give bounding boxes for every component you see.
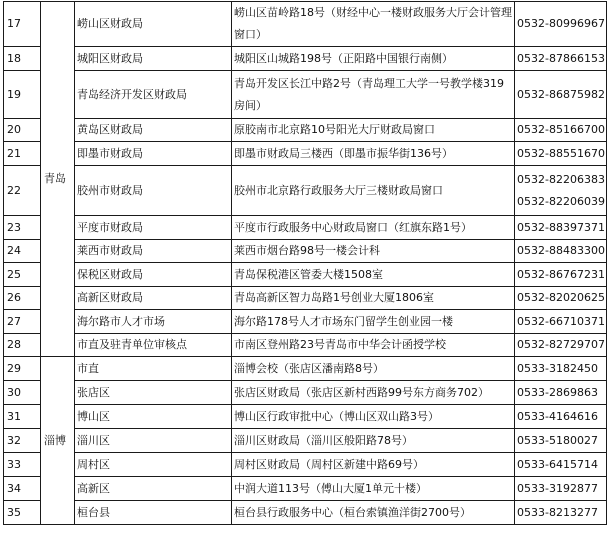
- phone-cell: [515, 405, 607, 429]
- row-number: 31: [4, 405, 41, 429]
- phone-cell: [515, 310, 607, 334]
- office-name: 市直: [75, 357, 232, 381]
- phone-cell: [515, 477, 607, 501]
- office-name: 即墨市财政局: [75, 142, 232, 166]
- table-row: [4, 142, 607, 166]
- office-name: 城阳区财政局: [75, 47, 232, 71]
- phone-cell: [515, 240, 607, 263]
- phone-cell: [515, 47, 607, 71]
- address-cell: 原胶南市北京路10号阳光大厅财政局窗口: [232, 119, 515, 142]
- row-number: 25: [4, 263, 41, 287]
- row-number: 18: [4, 47, 41, 71]
- office-name: 平度市财政局: [75, 216, 232, 240]
- phone-number: 0532-88551670: [517, 146, 605, 160]
- office-name: 海尔路市人才市场: [75, 310, 232, 334]
- phone-number: 0532-82729707: [517, 338, 605, 351]
- phone-cell: [515, 2, 607, 47]
- row-number: 24: [4, 240, 41, 263]
- address-cell: 中润大道113号（傅山大厦1单元十楼）: [232, 477, 515, 501]
- phone-number: 0533-3182450: [517, 361, 598, 375]
- phone-cell: [515, 71, 607, 119]
- table-row: [4, 71, 607, 119]
- office-name: 高新区: [75, 477, 232, 501]
- table-row: [4, 240, 607, 263]
- phone-cell: [515, 142, 607, 166]
- phone-cell: [515, 501, 607, 525]
- table-row: [4, 501, 607, 525]
- city-cell: 淄博: [41, 357, 75, 525]
- phone-cell: [515, 453, 607, 477]
- table-row: [4, 429, 607, 453]
- phone-number: 0532-85166700: [517, 123, 605, 136]
- phone-number: 0533-8213277: [517, 505, 598, 519]
- row-number: 29: [4, 357, 41, 381]
- address-cell: 崂山区苗岭路18号（财经中心一楼财政服务大厅会计管理窗口）: [232, 2, 515, 47]
- table-row: [4, 381, 607, 405]
- office-name: 崂山区财政局: [75, 2, 232, 47]
- address-cell: 张店区财政局（张店区新村西路99号东方商务702）: [232, 381, 515, 405]
- row-number: 19: [4, 71, 41, 119]
- row-number: 32: [4, 429, 41, 453]
- address-cell: 博山区行政审批中心（博山区双山路3号）: [232, 405, 515, 429]
- phone-number: 0532-88397371: [517, 220, 605, 234]
- table-row: [4, 287, 607, 310]
- row-number: 17: [4, 2, 41, 47]
- address-cell: 海尔路178号人才市场东门留学生创业园一楼: [232, 310, 515, 334]
- row-number: 23: [4, 216, 41, 240]
- city-cell: 青岛: [41, 2, 75, 357]
- phone-number: 0533-3192877: [517, 481, 598, 495]
- address-cell: 淄博会校（张店区潘南路8号）: [232, 357, 515, 381]
- row-number: 26: [4, 287, 41, 310]
- phone-cell: [515, 381, 607, 405]
- office-name: 市直及驻青单位审核点: [75, 334, 232, 357]
- row-number: 33: [4, 453, 41, 477]
- phone-number: 0532-88483300: [517, 244, 605, 257]
- contact-table: [3, 1, 607, 525]
- address-cell: 平度市行政服务中心财政局窗口（红旗东路1号）: [232, 216, 515, 240]
- office-name: 高新区财政局: [75, 287, 232, 310]
- phone-cell: [515, 334, 607, 357]
- office-name: 保税区财政局: [75, 263, 232, 287]
- phone-number: 0532-86875982: [517, 87, 605, 101]
- table-row: [4, 357, 607, 381]
- address-cell: 周村区财政局（周村区新建中路69号）: [232, 453, 515, 477]
- phone-cell: [515, 429, 607, 453]
- office-name: 淄川区: [75, 429, 232, 453]
- office-name: 周村区: [75, 453, 232, 477]
- table-row: [4, 119, 607, 142]
- phone-cell: [515, 216, 607, 240]
- phone-number: 0532-66710371: [517, 314, 605, 328]
- phone-number: 0532-80996967: [517, 17, 605, 30]
- phone-number: 0532-87866153: [517, 51, 605, 65]
- address-cell: 即墨市财政局三楼西（即墨市振华街136号）: [232, 142, 515, 166]
- phone-number: 0532-82206383: [517, 172, 605, 186]
- table-row: [4, 263, 607, 287]
- phone-number: 0532-82206039: [517, 194, 605, 208]
- phone-number: 0533-4164616: [517, 409, 598, 423]
- table-row: [4, 310, 607, 334]
- phone-cell: [515, 263, 607, 287]
- phone-number: 0533-5180027: [517, 433, 598, 447]
- office-name: 青岛经济开发区财政局: [75, 71, 232, 119]
- row-number: 30: [4, 381, 41, 405]
- table-row: [4, 453, 607, 477]
- address-cell: 城阳区山城路198号（正阳路中国银行南侧）: [232, 47, 515, 71]
- row-number: 35: [4, 501, 41, 525]
- phone-number: 0532-86767231: [517, 267, 605, 281]
- row-number: 27: [4, 310, 41, 334]
- phone-cell: [515, 287, 607, 310]
- office-name: 莱西市财政局: [75, 240, 232, 263]
- address-cell: 市南区登州路23号青岛市中华会计函授学校: [232, 334, 515, 357]
- address-cell: 青岛保税港区管委大楼1508室: [232, 263, 515, 287]
- office-name: 张店区: [75, 381, 232, 405]
- office-name: 黄岛区财政局: [75, 119, 232, 142]
- address-cell: 青岛高新区智力岛路1号创业大厦1806室: [232, 287, 515, 310]
- table-row: [4, 477, 607, 501]
- phone-cell: [515, 119, 607, 142]
- office-name: 桓台县: [75, 501, 232, 525]
- office-name: 博山区: [75, 405, 232, 429]
- phone-number: 0533-6415714: [517, 457, 598, 471]
- row-number: 21: [4, 142, 41, 166]
- office-name: 胶州市财政局: [75, 166, 232, 216]
- row-number: 22: [4, 166, 41, 216]
- table-row: [4, 47, 607, 71]
- table-row: [4, 2, 607, 47]
- row-number: 20: [4, 119, 41, 142]
- phone-number: 0533-2869863: [517, 385, 598, 399]
- phone-number: 0532-82020625: [517, 291, 605, 304]
- address-cell: 胶州市北京路行政服务大厅三楼财政局窗口: [232, 166, 515, 216]
- address-cell: 桓台县行政服务中心（桓台索镇渔洋街2700号）: [232, 501, 515, 525]
- address-cell: 青岛开发区长江中路2号（青岛理工大学一号教学楼319房间）: [232, 71, 515, 119]
- phone-cell: [515, 166, 607, 216]
- table-row: [4, 334, 607, 357]
- table-row: [4, 216, 607, 240]
- row-number: 28: [4, 334, 41, 357]
- table-body: [4, 2, 607, 525]
- table-row: [4, 405, 607, 429]
- address-cell: 莱西市烟台路98号一楼会计科: [232, 240, 515, 263]
- address-cell: 淄川区财政局（淄川区般阳路78号）: [232, 429, 515, 453]
- table-row: [4, 166, 607, 216]
- row-number: 34: [4, 477, 41, 501]
- phone-cell: [515, 357, 607, 381]
